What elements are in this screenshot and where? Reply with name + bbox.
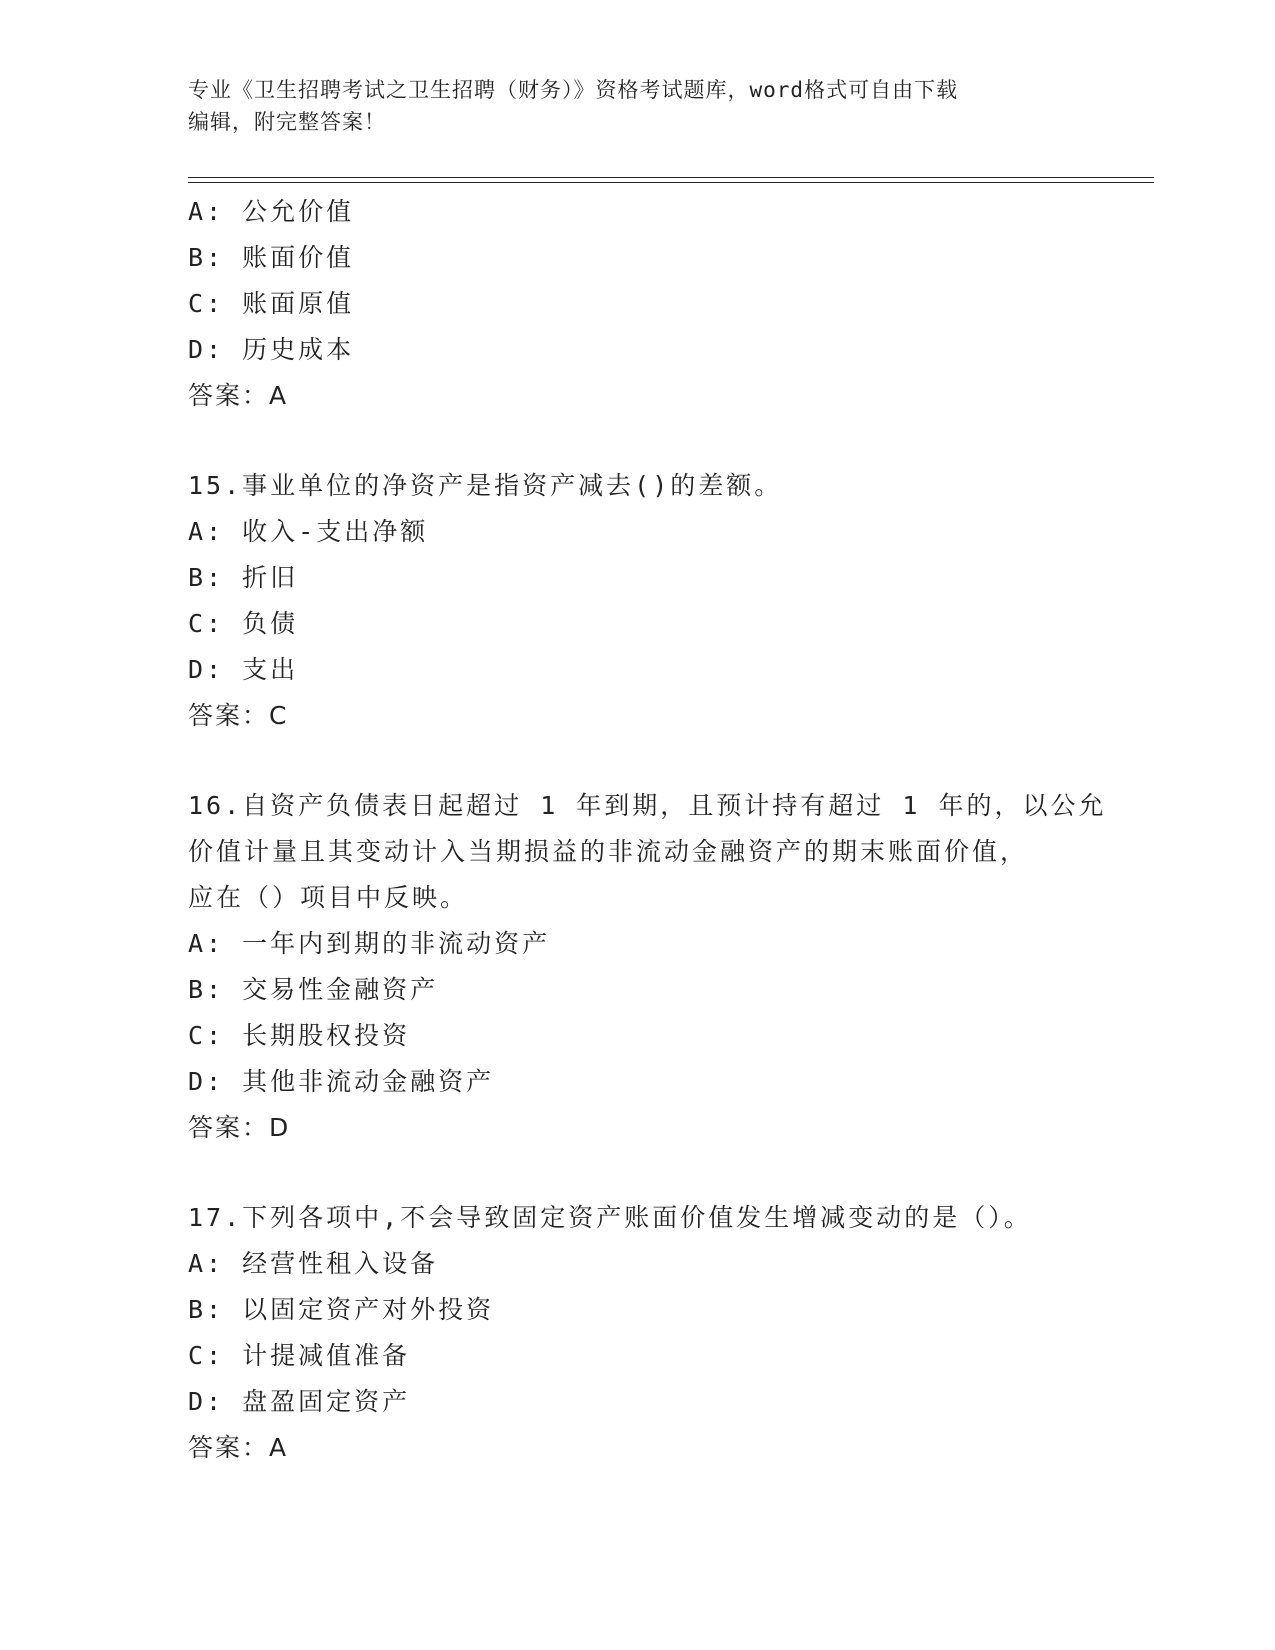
header-divider-top: [188, 177, 1154, 178]
option-a: A: 收入-支出净额: [188, 517, 429, 546]
answer-line: 答案：A: [188, 381, 289, 410]
option-d: D: 历史成本: [188, 335, 355, 364]
document-header: [188, 74, 1068, 138]
option-c: C: 长期股权投资: [188, 1021, 411, 1050]
spacer: [188, 1151, 1128, 1195]
spacer: [188, 419, 1128, 463]
answer-line: 答案：C: [188, 701, 289, 730]
header-line-1: 专业《卫生招聘考试之卫生招聘（财务）》资格考试题库，word格式可自由下载: [188, 78, 959, 102]
option-b: B: 账面价值: [188, 243, 355, 272]
option-a: A: 公允价值: [188, 197, 355, 226]
option-c: C: 账面原值: [188, 289, 355, 318]
spacer: [188, 739, 1128, 783]
question-stem: [188, 783, 1128, 921]
option-d: D: 支出: [188, 655, 299, 684]
option-c: C: 负债: [188, 609, 299, 638]
question-stem-line: 16.自资产负债表日起超过 1 年到期，且预计持有超过 1 年的，以公允: [188, 791, 1107, 820]
option-b: B: 折旧: [188, 563, 299, 592]
option-a: A: 经营性租入设备: [188, 1249, 439, 1278]
question-list: [188, 189, 1128, 1471]
question-stem-line: 价值计量且其变动计入当期损益的非流动金融资产的期末账面价值，: [188, 837, 1029, 866]
question-stem: [188, 463, 1128, 509]
question-block-16: [188, 783, 1128, 1151]
question-stem-line: 应在（）项目中反映。: [188, 883, 469, 912]
question-stem-line: 17.下列各项中,不会导致固定资产账面价值发生增减变动的是（）。: [188, 1203, 1032, 1232]
answer-line: 答案：D: [188, 1113, 291, 1142]
option-c: C: 计提减值准备: [188, 1341, 411, 1370]
header-line-2: 编辑，附完整答案！: [188, 110, 386, 134]
option-d: D: 其他非流动金融资产: [188, 1067, 495, 1096]
question-block-14: [188, 189, 1128, 419]
header-divider-bottom: [188, 182, 1154, 183]
answer-line: 答案：A: [188, 1433, 289, 1462]
question-stem: [188, 1195, 1128, 1241]
option-b: B: 交易性金融资产: [188, 975, 439, 1004]
question-stem-line: 15.事业单位的净资产是指资产减去()的差额。: [188, 471, 783, 500]
option-a: A: 一年内到期的非流动资产: [188, 929, 551, 958]
option-d: D: 盘盈固定资产: [188, 1387, 411, 1416]
question-block-15: [188, 463, 1128, 739]
option-b: B: 以固定资产对外投资: [188, 1295, 495, 1324]
question-block-17: [188, 1195, 1128, 1471]
